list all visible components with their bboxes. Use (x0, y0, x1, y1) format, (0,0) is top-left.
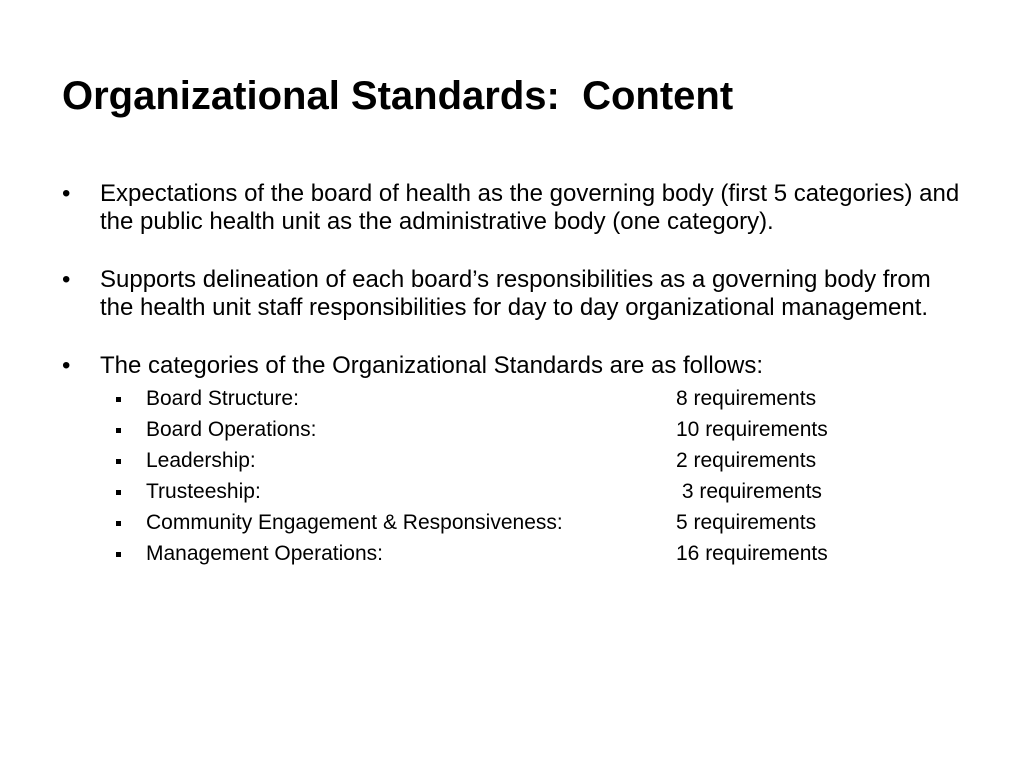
category-item (146, 476, 962, 507)
category-name: Trusteeship: (146, 480, 261, 503)
bullet-item (62, 352, 962, 569)
category-list (100, 383, 962, 569)
category-item (146, 538, 962, 569)
bullet-text: Expectations of the board of health as the governing body (first 5 categories) and the public health unit as the administrative body (one category). (100, 180, 960, 235)
square-bullet-icon (116, 552, 121, 557)
bullet-text: The categories of the Organizational Standards are as follows: (100, 352, 764, 379)
square-bullet-icon (116, 521, 121, 526)
category-count: 16 requirements (676, 542, 828, 565)
category-item (146, 414, 962, 445)
bullet-marker: • (62, 180, 71, 207)
square-bullet-icon (116, 428, 121, 433)
category-count: 10 requirements (676, 418, 828, 441)
category-name: Board Structure: (146, 387, 299, 410)
category-name: Community Engagement & Responsiveness: (146, 511, 563, 534)
bullet-marker: • (62, 352, 71, 379)
category-item (146, 445, 962, 476)
category-count: 8 requirements (676, 387, 817, 410)
bullet-item (62, 266, 962, 322)
bullet-item (62, 180, 962, 236)
square-bullet-icon (116, 490, 121, 495)
category-count: 2 requirements (676, 449, 817, 472)
bullet-list (62, 180, 962, 569)
slide-title: Organizational Standards: Content (62, 74, 734, 118)
category-item (146, 507, 962, 538)
bullet-marker: • (62, 266, 71, 293)
category-name: Management Operations: (146, 542, 383, 565)
square-bullet-icon (116, 397, 121, 402)
category-name: Board Operations: (146, 418, 317, 441)
category-item (146, 383, 962, 414)
category-name: Leadership: (146, 449, 256, 472)
square-bullet-icon (116, 459, 121, 464)
category-count: 3 requirements (676, 480, 822, 503)
category-count: 5 requirements (676, 511, 817, 534)
bullet-text: Supports delineation of each board’s responsibilities as a governing body from the health unit staff responsibilities for day to day organizational management. (100, 266, 931, 321)
